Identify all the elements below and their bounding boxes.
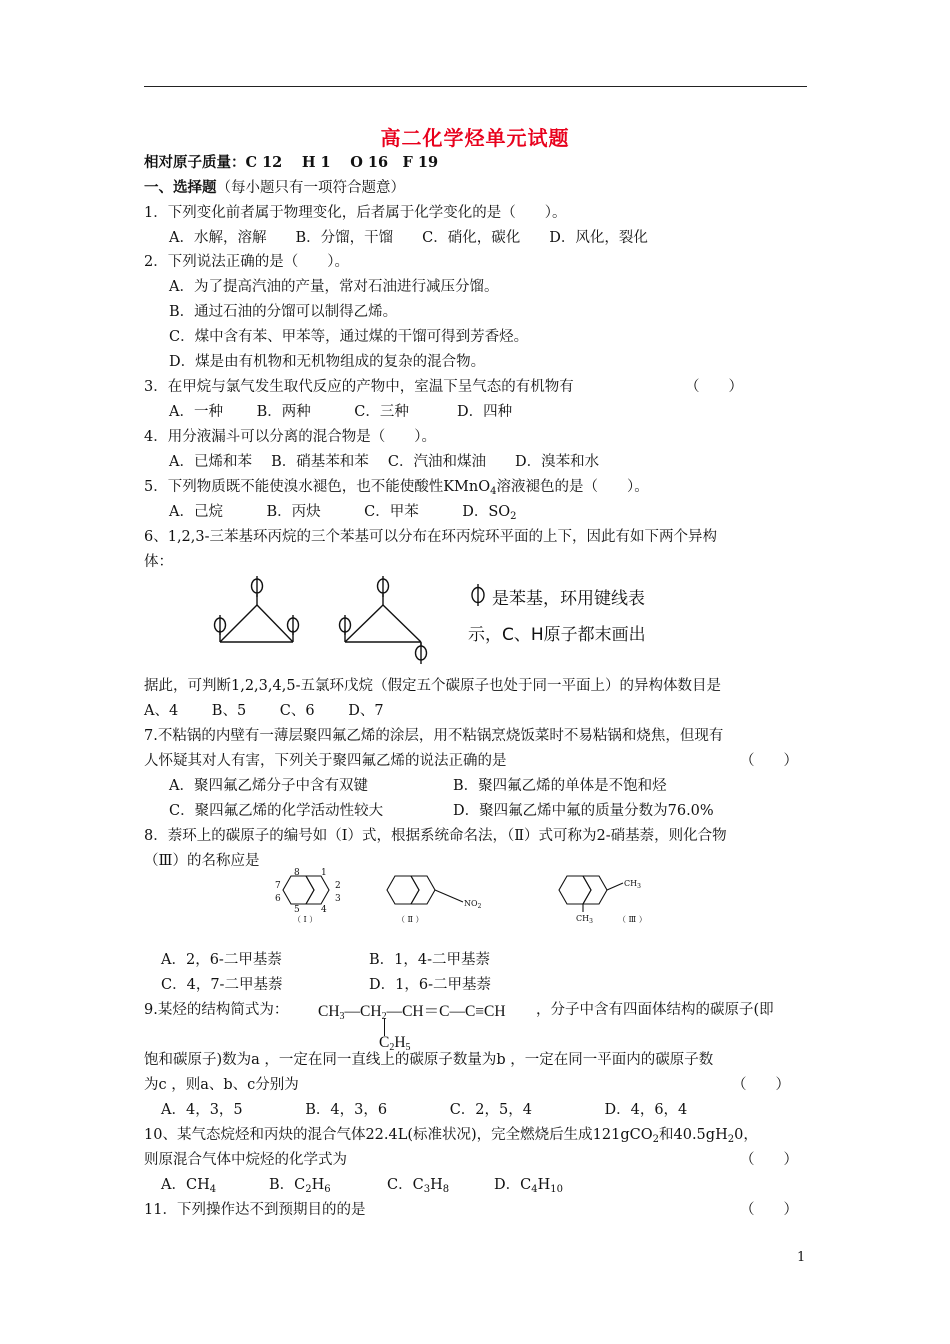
q9-options: A．4，3，5 B．4，3，6 C．2，5，4 D．4，6，4 <box>161 1102 688 1118</box>
q7-option-c: C．聚四氟乙烯的化学活动性较大 <box>169 803 384 819</box>
q3-stem: 3．在甲烷与氯气发生取代反应的产物中，室温下呈气态的有机物有 <box>144 379 574 395</box>
q2-option-a: A．为了提高汽油的产量，常对石油进行减压分馏。 <box>169 279 499 295</box>
q7-answer-paren: （ ） <box>740 753 798 769</box>
carbon-number-1: 1 <box>321 868 327 878</box>
q9-stem-prefix: 9.某烃的结构简式为： <box>144 1002 289 1018</box>
naph3-ring-right <box>583 876 607 904</box>
q9-stem-line2: 饱和碳原子)数为a ，一定在同一直线上的碳原子数量为b ，一定在同一平面内的碳原子数 <box>144 1052 714 1068</box>
q4-stem: 4．用分液漏斗可以分离的混合物是（ ）。 <box>144 429 436 445</box>
q11-stem: 11．下列操作达不到预期目的的是 <box>144 1202 366 1218</box>
q9-ethyl-branch: $C_2H_5$ <box>379 1034 411 1053</box>
q10-option-c: C．$C_3H_8$ <box>387 1177 450 1195</box>
naph1-ring-left <box>283 876 314 904</box>
q5-stem: 5．下列物质既不能使溴水褪色，也不能使酸性KMnO$_4$溶液褪色的是（ ）。 <box>144 479 649 497</box>
q7-stem-line2: 人怀疑其对人有害，下列关于聚四氟乙烯的说法正确的是 <box>144 753 507 769</box>
carbon-number-7: 7 <box>275 881 281 891</box>
q10-stem-line1: 10、某气态烷烃和丙炔的混合气体22.4L(标准状况)，完全燃烧后生成121gCO$_2$和$40.5gH_20$， <box>144 1127 758 1145</box>
phenyl-legend-text-2: 示，C、H原子都末画出 <box>468 625 646 645</box>
nitro-group-label: $NO_2$ <box>464 899 482 910</box>
methyl-label-top: $CH_3$ <box>624 879 641 890</box>
q8-option-b: B．1，4-二甲基萘 <box>369 952 491 968</box>
q9-stem-suffix: ，分子中含有四面体结构的碳原子(即 <box>536 1002 774 1018</box>
phenyl-legend-text-1: 是苯基，环用键线表 <box>492 589 645 609</box>
q7-option-a: A．聚四氟乙烯分子中含有双键 <box>169 778 368 794</box>
naph2-ring-right <box>411 876 435 904</box>
atomic-mass-line: 相对原子质量：C 12 H 1 O 16 F 19 <box>144 154 439 171</box>
q6-stem-line1: 6、1,2,3-三苯基环丙烷的三个苯基可以分布在环丙烷环平面的上下，因此有如下两个异构 <box>144 529 718 545</box>
page-number: 1 <box>797 1250 806 1265</box>
section-heading: 一、选择题（每小题只有一项符合题意） <box>144 179 405 196</box>
phenyl-legend-icon <box>468 583 488 607</box>
q8-option-a: A．2，6-二甲基萘 <box>161 952 282 968</box>
header-rule <box>144 86 807 87</box>
q9-structural-formula: $CH_3—CH_2—CH=C—C\equiv CH$ <box>318 1003 506 1022</box>
nitro-bond <box>435 890 463 902</box>
structure-label-2: （ Ⅱ ） <box>397 915 424 924</box>
carbon-number-5: 5 <box>294 905 300 915</box>
q1-stem: 1．下列变化前者属于物理变化，后者属于化学变化的是（ ）。 <box>144 205 567 221</box>
naphthalene-figure <box>255 866 700 926</box>
q6-options: A、4 B、5 C、6 D、7 <box>144 703 384 719</box>
carbon-number-6: 6 <box>275 894 281 904</box>
carbon-number-3: 3 <box>335 894 341 904</box>
q2-option-b: B．通过石油的分馏可以制得乙烯。 <box>169 304 398 320</box>
q10-stem-line2: 则原混合气体中烷烃的化学式为 <box>144 1152 347 1168</box>
carbon-number-2: 2 <box>335 881 341 891</box>
q11-answer-paren: （ ） <box>740 1202 798 1218</box>
page-title: 高二化学烃单元试题 <box>380 126 570 150</box>
naph1-ring-right <box>306 876 329 904</box>
structure-label-1: （ Ⅰ ） <box>293 915 318 924</box>
q2-option-d: D．煤是由有机物和无机物组成的复杂的混合物。 <box>169 354 486 370</box>
q2-option-c: C．煤中含有苯、甲苯等，通过煤的干馏可得到芳香烃。 <box>169 329 529 345</box>
methyl-bond-top <box>607 883 623 890</box>
q10-answer-paren: （ ） <box>740 1152 798 1168</box>
naph3-ring-left <box>559 876 591 904</box>
q5-options: A．己烷 B．丙炔 C．甲苯 D．$SO_2$ <box>169 504 517 522</box>
q7-option-b: B．聚四氟乙烯的单体是不饱和烃 <box>453 778 667 794</box>
methyl-label-bottom: $CH_3$ <box>576 914 593 925</box>
carbon-number-8: 8 <box>294 868 300 878</box>
q10-option-b: B．$C_2H_6$ <box>269 1177 331 1195</box>
q8-option-c: C．4，7-二甲基萘 <box>161 977 283 993</box>
q8-option-d: D．1，6-二甲基萘 <box>369 977 491 993</box>
q7-option-d: D．聚四氟乙烯中氟的质量分数为76.0% <box>453 803 714 819</box>
q9-stem-line3: 为c ，则a、b、c分别为 <box>144 1077 299 1093</box>
q8-stem-line1: 8．萘环上的碳原子的编号如（Ⅰ）式，根据系统命名法，（Ⅱ）式可称为2-硝基萘，则化合物 <box>144 828 727 844</box>
q7-stem-line1: 7.不粘锅的内壁有一薄层聚四氟乙烯的涂层，用不粘锅烹烧饭菜时不易粘锅和烧焦，但现有 <box>144 728 724 744</box>
q6-stem-line3: 据此，可判断1,2,3,4,5-五氯环戊烷（假定五个碳原子也处于同一平面上）的异构体数目是 <box>144 678 721 694</box>
isomer2-bond-right <box>383 605 421 642</box>
q1-options: A．水解，溶解 B．分馏，干馏 C．硝化，碳化 D．风化，裂化 <box>169 230 648 246</box>
naph2-ring-left <box>387 876 419 904</box>
q3-answer-paren: （ ） <box>685 379 743 395</box>
q2-stem: 2．下列说法正确的是（ ）。 <box>144 254 349 270</box>
q10-option-d: D．$C_4H_{10}$ <box>494 1177 563 1195</box>
carbon-number-4: 4 <box>321 905 327 915</box>
q6-stem-line2: 体： <box>144 554 173 570</box>
q10-option-a: A．$CH_4$ <box>161 1177 217 1195</box>
structure-label-3: （ Ⅲ ） <box>618 915 647 924</box>
isomer-figure <box>200 572 450 667</box>
q9-answer-paren: （ ） <box>732 1077 790 1093</box>
q8-stem-line2: （Ⅲ）的名称应是 <box>144 853 260 869</box>
q3-options: A．一种 B．两种 C．三种 D．四种 <box>169 404 513 420</box>
q4-options: A．已烯和苯 B．硝基苯和苯 C．汽油和煤油 D．溴苯和水 <box>169 454 600 470</box>
